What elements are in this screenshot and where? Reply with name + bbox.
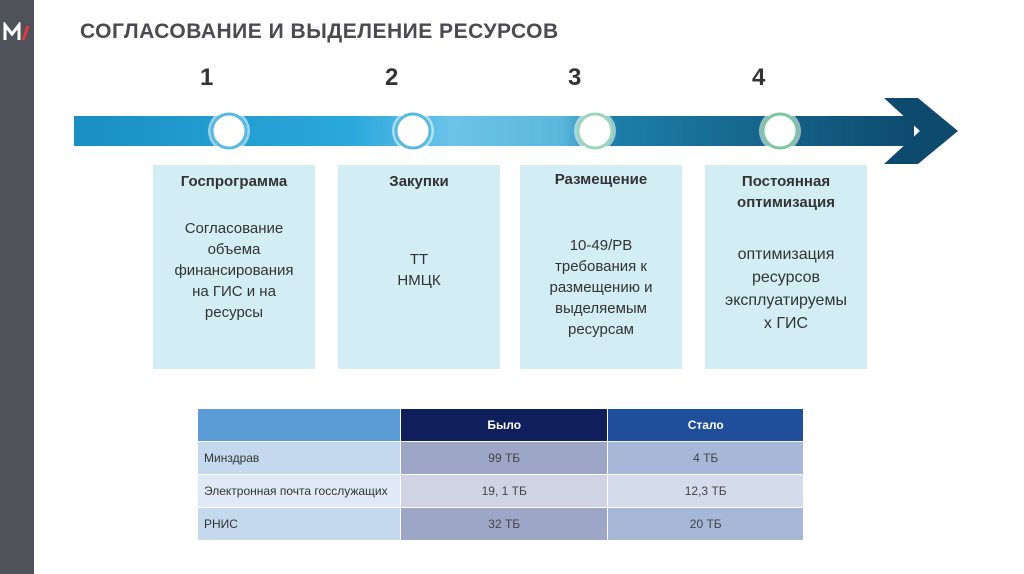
step-number-1: 1	[200, 64, 214, 91]
step-card-title: Постоянная оптимизация	[737, 173, 835, 211]
table-row	[198, 475, 804, 508]
value-after: 12,3 ТБ	[608, 475, 804, 508]
step-card-2	[338, 165, 500, 369]
milestone-1-icon	[208, 110, 250, 152]
step-card-4	[705, 165, 867, 369]
step-card-body: Согласование объема финансирования на ГИС и на ресурсы	[174, 220, 294, 321]
row-label: РНИС	[198, 508, 401, 541]
milestone-3-icon	[574, 110, 616, 152]
step-card-title: Закупки	[389, 173, 449, 190]
milestone-2-icon	[392, 110, 434, 152]
table-row	[198, 442, 804, 475]
comparison-table	[197, 408, 804, 541]
value-after: 4 ТБ	[608, 442, 804, 475]
step-card-body: оптимизация ресурсов эксплуатируемы х ГИС	[725, 246, 847, 332]
table-header-empty	[198, 409, 401, 442]
step-card-title: Размещение	[554, 171, 648, 188]
value-before: 19, 1 ТБ	[401, 475, 608, 508]
row-label: Электронная почта госслужащих	[198, 475, 401, 508]
milestone-4-icon	[759, 110, 801, 152]
step-card-body: ТТ НМЦК	[397, 251, 441, 289]
step-card-1	[153, 165, 315, 369]
step-card-body: 10-49/РВ требования к размещению и выделяемым ресурсам	[549, 237, 653, 338]
value-before: 99 ТБ	[401, 442, 608, 475]
step-number-4: 4	[752, 64, 766, 91]
page-title: СОГЛАСОВАНИЕ И ВЫДЕЛЕНИЕ РЕСУРСОВ	[80, 20, 559, 43]
table-header-after: Стало	[608, 409, 804, 442]
value-after: 20 ТБ	[608, 508, 804, 541]
step-card-3	[520, 165, 682, 369]
value-before: 32 ТБ	[401, 508, 608, 541]
step-card-title: Госпрограмма	[180, 173, 288, 190]
step-number-3: 3	[568, 64, 582, 91]
row-label: Минздрав	[198, 442, 401, 475]
table-row	[198, 508, 804, 541]
table-header-row	[198, 409, 804, 442]
step-number-2: 2	[385, 64, 399, 91]
table-header-before: Было	[401, 409, 608, 442]
